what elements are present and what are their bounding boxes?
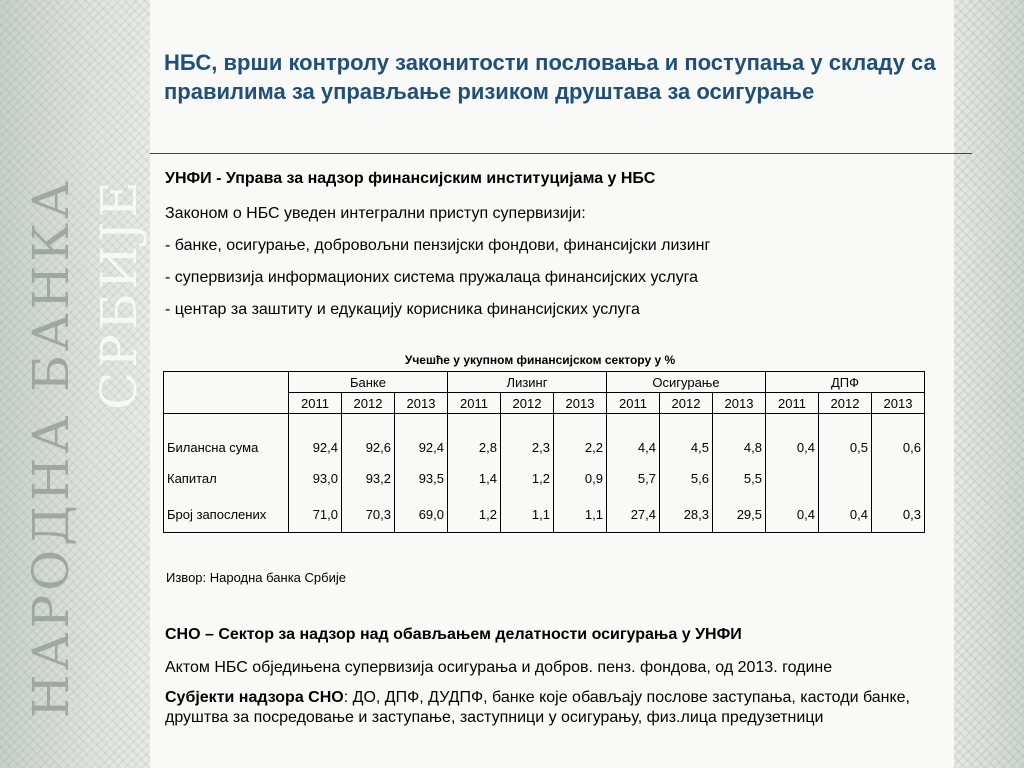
year-header: 2012	[819, 393, 872, 414]
slide-title: НБС, врши контролу законитости пословања и поступања у складу са правилима за управљање ризиком друштава за осигурање	[164, 50, 936, 104]
band-watermark-text-2: СРБИЈЕ	[90, 177, 148, 410]
group-header: ДПФ	[766, 372, 925, 393]
row-label: Број запослених	[164, 496, 289, 533]
table-row	[164, 434, 925, 460]
table-cell: 71,0	[289, 496, 342, 533]
section2-line: Актом НБС обједињена супервизија осигурања и добров. пенз. фондова, од 2013. године	[165, 659, 833, 676]
year-header: 2013	[713, 393, 766, 414]
table-cell: 2,8	[448, 434, 501, 460]
table-cell	[766, 460, 819, 496]
decorative-right-band	[954, 0, 1024, 768]
table-body	[164, 434, 925, 533]
table-cell: 93,2	[342, 460, 395, 496]
financial-sector-table	[163, 371, 925, 533]
section1-line: - центар за заштиту и едукацију корисника финансијских услуга	[165, 301, 640, 318]
table-row	[164, 460, 925, 496]
section1-line: - супервизија информационих система пружалаца финансијских услуга	[165, 269, 699, 286]
table-cell: 70,3	[342, 496, 395, 533]
table-cell: 0,3	[872, 496, 925, 533]
table-cell: 1,4	[448, 460, 501, 496]
table-cell: 0,6	[872, 434, 925, 460]
section2-subjects	[165, 688, 965, 728]
table-corner-cell	[164, 372, 289, 414]
table-cell: 4,5	[660, 434, 713, 460]
table-cell: 0,5	[819, 434, 872, 460]
table-cell: 5,7	[607, 460, 660, 496]
year-header: 2011	[766, 393, 819, 414]
table-cell: 93,0	[289, 460, 342, 496]
table-row	[164, 496, 925, 533]
table-cell	[819, 460, 872, 496]
table-cell: 69,0	[395, 496, 448, 533]
table-cell: 1,2	[501, 460, 554, 496]
table-cell: 92,4	[395, 434, 448, 460]
table-cell: 4,8	[713, 434, 766, 460]
table-cell: 0,9	[554, 460, 607, 496]
table-cell: 1,2	[448, 496, 501, 533]
table-cell: 27,4	[607, 496, 660, 533]
table-caption: Учешће у укупном финансијском сектору у %	[404, 353, 676, 367]
table-cell: 29,5	[713, 496, 766, 533]
year-header: 2011	[448, 393, 501, 414]
section2-heading: СНО – Сектор за надзор над обављањем делатности осигурања у УНФИ	[165, 626, 742, 643]
year-header: 2012	[501, 393, 554, 414]
table-cell: 0,4	[766, 434, 819, 460]
table-cell: 93,5	[395, 460, 448, 496]
table-cell: 92,6	[342, 434, 395, 460]
table-cell: 92,4	[289, 434, 342, 460]
table-cell: 2,2	[554, 434, 607, 460]
year-header: 2012	[660, 393, 713, 414]
section1-line: Законом о НБС уведен интегрални приступ супервизији:	[165, 205, 586, 222]
year-header: 2013	[395, 393, 448, 414]
section1-heading: УНФИ - Управа за надзор финансијским институцијама у НБС	[165, 170, 656, 187]
year-header: 2011	[289, 393, 342, 414]
year-header: 2013	[872, 393, 925, 414]
section1-line: - банке, осигурање, добровољни пензијски фондови, финансијски лизинг	[165, 237, 711, 254]
table-cell	[872, 460, 925, 496]
year-header: 2012	[342, 393, 395, 414]
table-cell: 1,1	[501, 496, 554, 533]
row-label: Капитал	[164, 460, 289, 496]
slide-content	[150, 0, 954, 768]
row-label: Билансна сума	[164, 434, 289, 460]
decorative-left-band	[0, 0, 150, 768]
table-cell: 0,4	[819, 496, 872, 533]
table-cell: 5,6	[660, 460, 713, 496]
group-header: Осигурање	[607, 372, 766, 393]
band-watermark-text: НАРОДНА БАНКА	[22, 177, 80, 718]
subjects-label: Субјекти надзора СНО	[165, 689, 344, 706]
table-cell: 4,4	[607, 434, 660, 460]
table-cell: 5,5	[713, 460, 766, 496]
table-spacer-row	[164, 414, 925, 435]
table-group-header-row	[164, 372, 925, 393]
year-header: 2011	[607, 393, 660, 414]
subjects-text: : ДО, ДПФ, ДУДПФ, банке које обављају послове заступања, кастоди банке, друштва за посредовање и заступање, заступници у осигурању, физ.лица предузетници	[165, 689, 910, 726]
group-header: Лизинг	[448, 372, 607, 393]
title-divider	[150, 153, 972, 154]
group-header: Банке	[289, 372, 448, 393]
table-source: Извор: Народна банка Србије	[166, 570, 346, 585]
table-cell: 1,1	[554, 496, 607, 533]
table-cell: 2,3	[501, 434, 554, 460]
year-header: 2013	[554, 393, 607, 414]
table-cell: 28,3	[660, 496, 713, 533]
table-cell: 0,4	[766, 496, 819, 533]
